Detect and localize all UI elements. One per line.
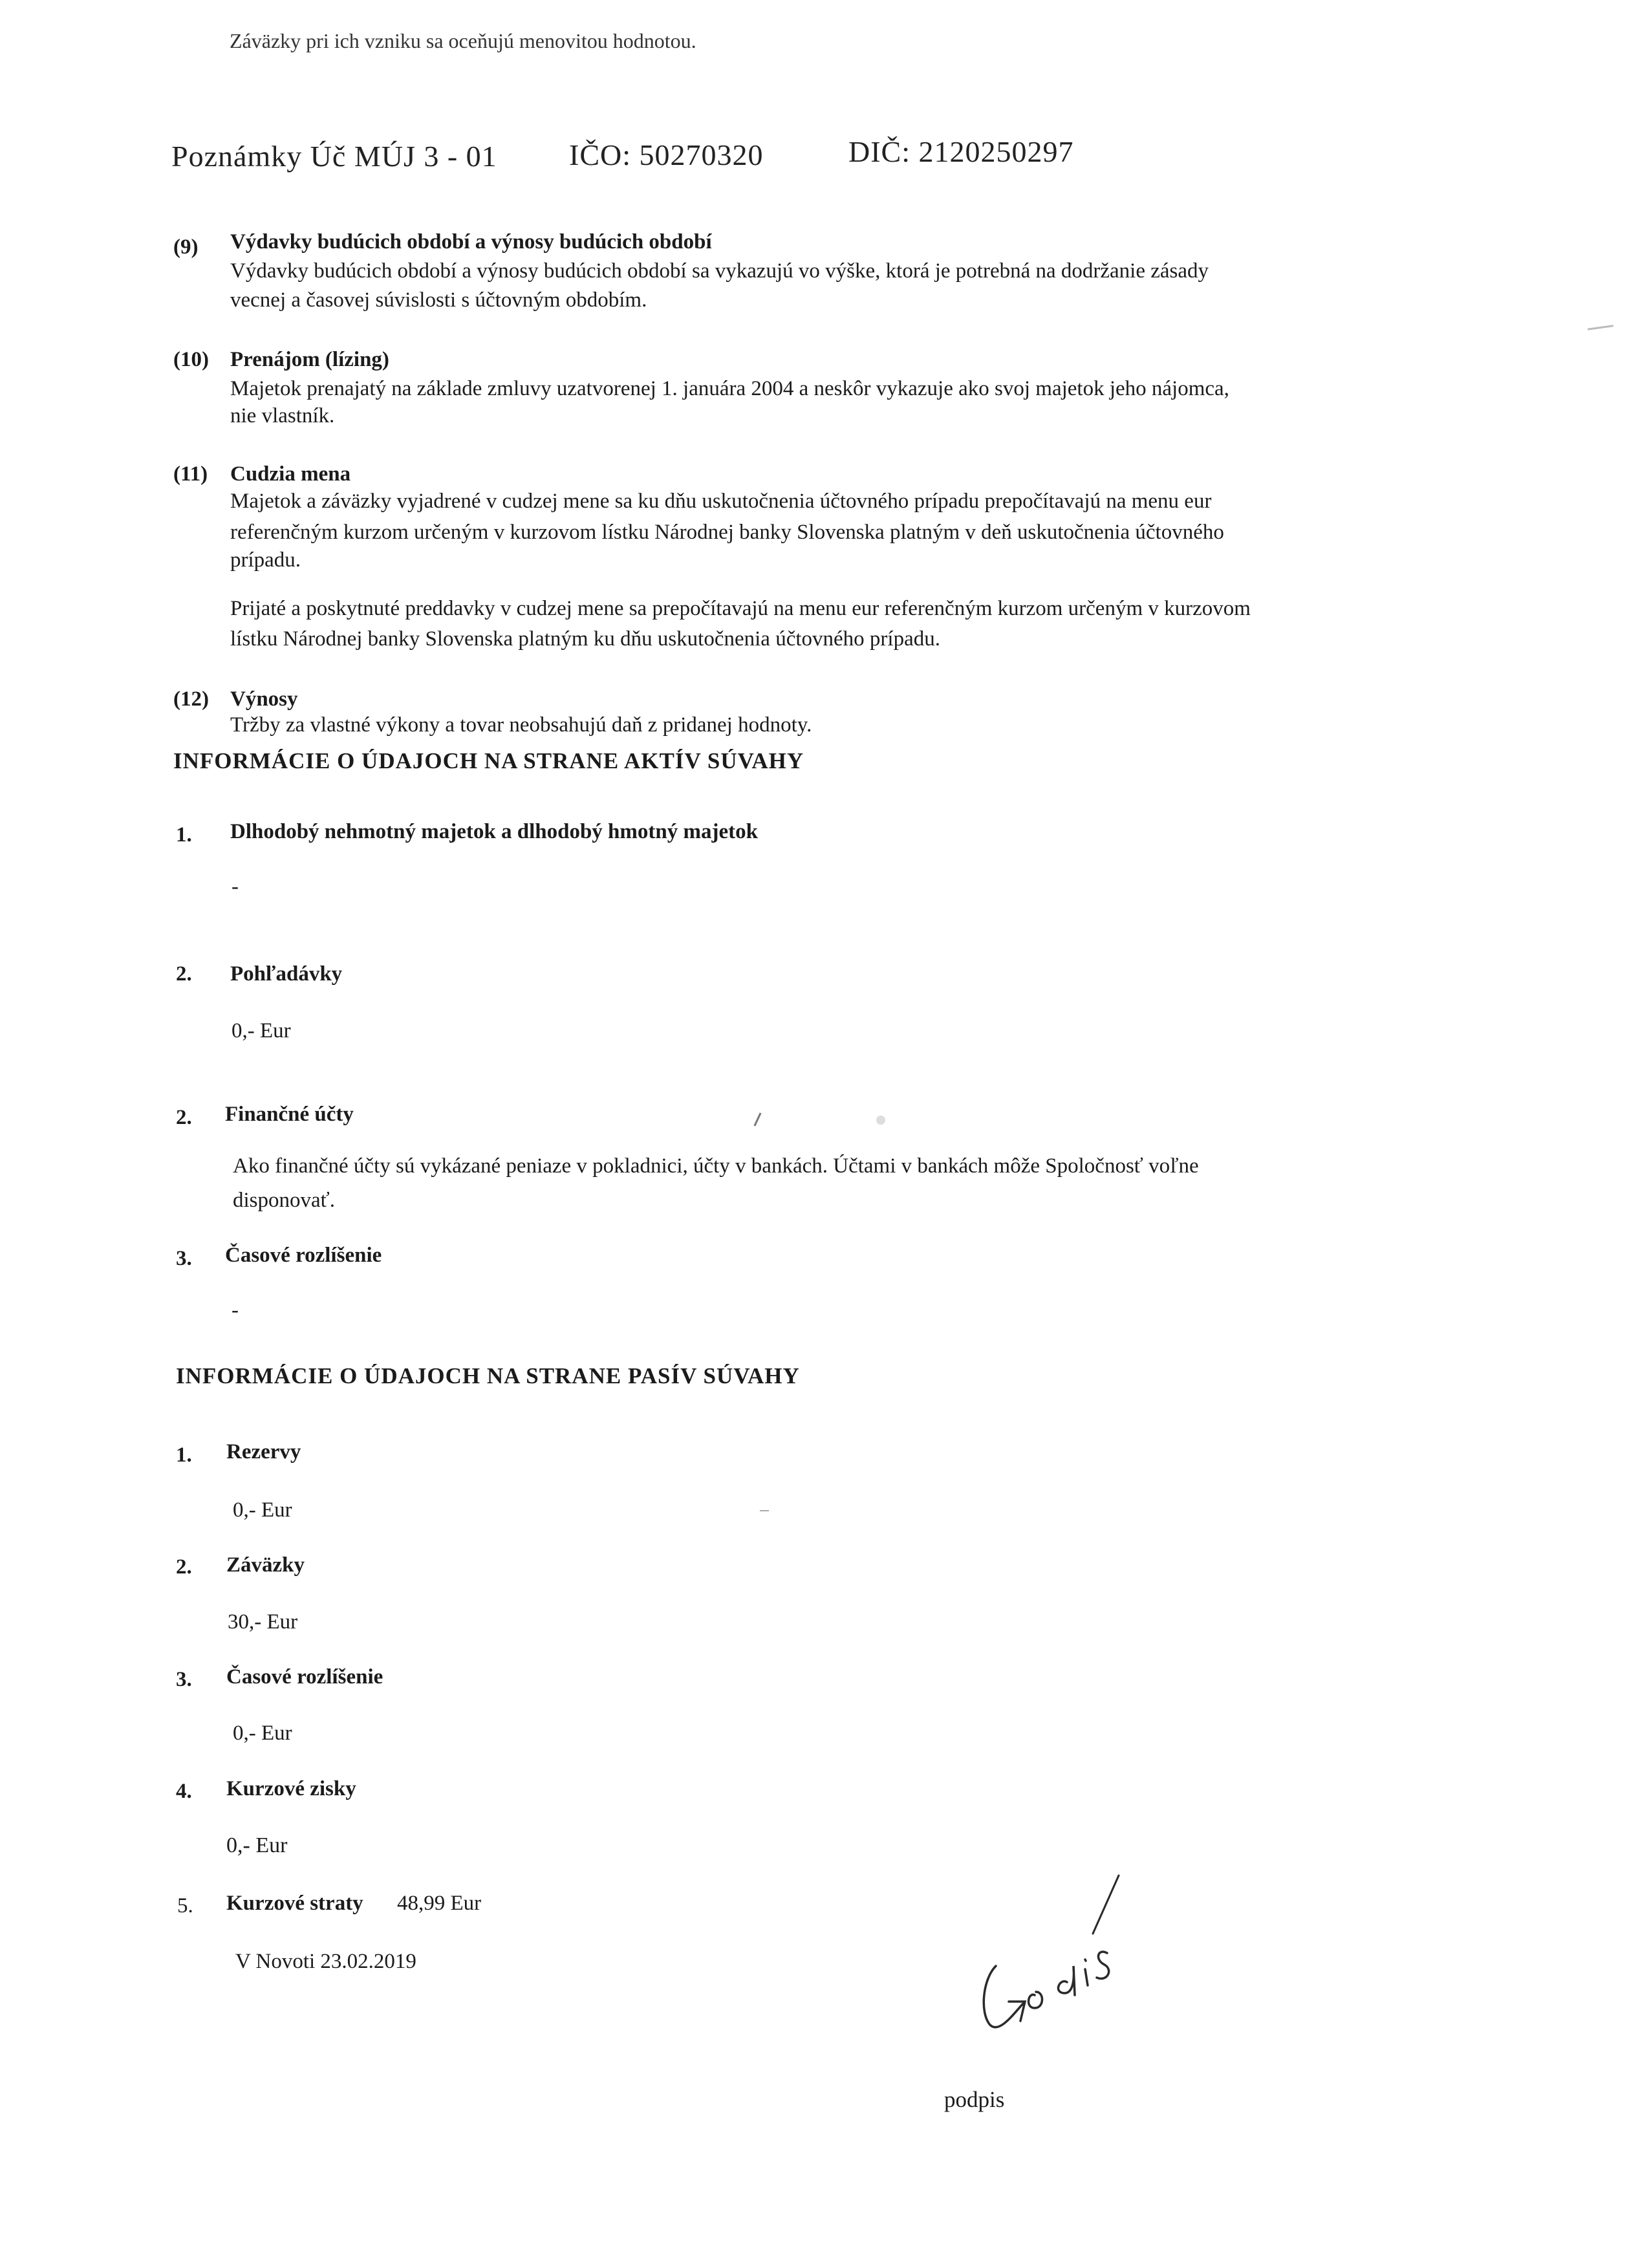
policy-line: Majetok prenajatý na základe zmluvy uzatvorenej 1. januára 2004 a neskôr vykazuje ako svoj majetok jeho nájomca, xyxy=(230,377,1229,400)
item-title: Časové rozlíšenie xyxy=(226,1665,383,1689)
item-value: - xyxy=(232,1299,239,1322)
scan-mark xyxy=(876,1116,885,1125)
scan-mark xyxy=(1588,325,1613,330)
item-number: 4. xyxy=(176,1780,192,1803)
item-title: Finančné účty xyxy=(225,1103,354,1126)
item-title: Kurzové straty xyxy=(226,1892,363,1915)
item-number: 2. xyxy=(176,962,192,986)
item-value: 0,- Eur xyxy=(226,1833,288,1857)
policy-line: vecnej a časovej súvislosti s účtovným obdobím. xyxy=(230,288,647,312)
place-date: V Novoti 23.02.2019 xyxy=(235,1950,416,1973)
policy-title: Výdavky budúcich období a výnosy budúcich období xyxy=(230,230,712,254)
item-value: 0,- Eur xyxy=(232,1019,291,1042)
policy-line: prípadu. xyxy=(230,548,301,572)
scan-mark xyxy=(753,1112,761,1126)
policy-number: (11) xyxy=(173,462,208,486)
item-value: 0,- Eur xyxy=(233,1722,292,1745)
policy-title: Cudzia mena xyxy=(230,462,351,486)
item-line: disponovať. xyxy=(233,1189,336,1212)
item-number: 5. xyxy=(177,1894,193,1917)
top-line: Záväzky pri ich vzniku sa oceňujú menovitou hodnotou. xyxy=(230,29,696,52)
item-title: Rezervy xyxy=(226,1440,301,1463)
policy-line: referenčným kurzom určeným v kurzovom lístku Národnej banky Slovenska platným v deň uskutočnenia účtovného xyxy=(230,521,1224,544)
item-number: 3. xyxy=(176,1668,192,1691)
policy-line: lístku Národnej banky Slovenska platným ku dňu uskutočnenia účtovného prípadu. xyxy=(230,627,940,651)
item-number: 2. xyxy=(176,1555,192,1579)
signature-label: podpis xyxy=(944,2087,1005,2112)
policy-title: Prenájom (lízing) xyxy=(230,348,389,371)
dic-number: DIČ: 2120250297 xyxy=(848,135,1074,168)
page-title: Poznámky Úč MÚJ 3 - 01 xyxy=(171,140,497,173)
policy-number: (10) xyxy=(173,348,209,371)
item-title: Pohľadávky xyxy=(230,962,343,986)
item-title: Kurzové zisky xyxy=(226,1777,356,1800)
policy-number: (9) xyxy=(173,235,199,259)
item-number: 1. xyxy=(176,1443,192,1467)
section-heading: INFORMÁCIE O ÚDAJOCH NA STRANE AKTÍV SÚVAHY xyxy=(173,748,804,773)
policy-line: Tržby za vlastné výkony a tovar neobsahujú daň z pridanej hodnoty. xyxy=(230,713,812,737)
item-value: 48,99 Eur xyxy=(397,1892,482,1915)
item-value: 30,- Eur xyxy=(228,1610,298,1634)
item-number: 1. xyxy=(176,823,192,847)
policy-number: (12) xyxy=(173,687,209,711)
item-line: Ako finančné účty sú vykázané peniaze v pokladnici, účty v bankách. Účtami v bankách môže Spoločnosť voľne xyxy=(233,1154,1199,1178)
section-heading: INFORMÁCIE O ÚDAJOCH NA STRANE PASÍV SÚVAHY xyxy=(176,1363,800,1388)
policy-line: Výdavky budúcich období a výnosy budúcich období sa vykazujú vo výške, ktorá je potrebná na dodržanie zásady xyxy=(230,259,1209,283)
item-number: 3. xyxy=(176,1247,192,1270)
signature-scribble xyxy=(970,1863,1164,2057)
policy-line: Majetok a záväzky vyjadrené v cudzej mene sa ku dňu uskutočnenia účtovného prípadu prepočítavajú na menu eur xyxy=(230,490,1212,513)
ico-number: IČO: 50270320 xyxy=(569,138,764,171)
item-title: Záväzky xyxy=(226,1553,305,1577)
item-title: Časové rozlíšenie xyxy=(225,1244,382,1267)
item-value: 0,- Eur xyxy=(233,1498,292,1522)
scan-mark xyxy=(760,1510,769,1511)
item-title: Dlhodobý nehmotný majetok a dlhodobý hmotný majetok xyxy=(230,820,758,843)
policy-line: Prijaté a poskytnuté preddavky v cudzej mene sa prepočítavajú na menu eur referenčným kurzom určeným v kurzovom xyxy=(230,597,1251,620)
item-number: 2. xyxy=(176,1106,192,1129)
policy-line: nie vlastník. xyxy=(230,404,335,427)
item-value: - xyxy=(232,875,239,898)
policy-title: Výnosy xyxy=(230,687,298,711)
